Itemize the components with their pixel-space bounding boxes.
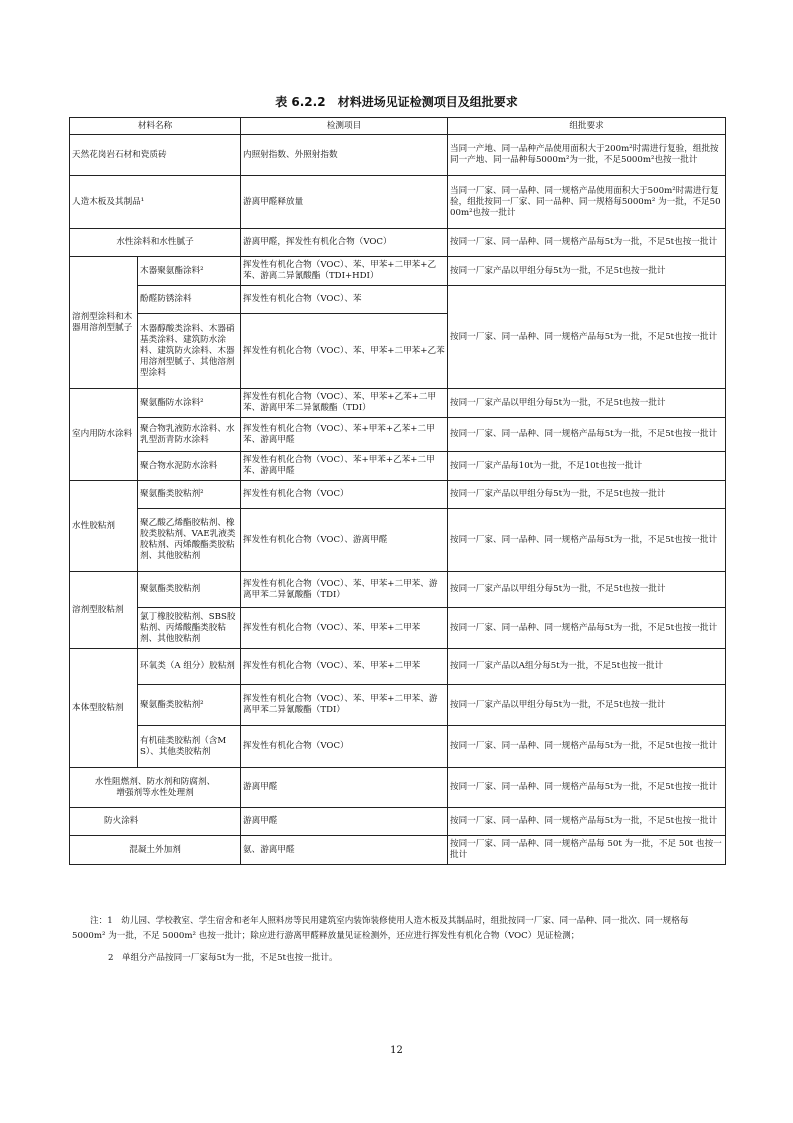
material-group: 室内用防水涂料 [70,389,138,481]
table-row [70,726,726,768]
batch-requirement: 按同一厂家产品以甲组分每5t为一批，不足5t也按一批计 [448,389,726,418]
material-group: 溶剂型涂料和木器用溶剂型腻子 [70,257,138,389]
page-number: 12 [390,1045,403,1056]
material-name: 水性阻燃剂、防水剂和防腐剂、增强剂等水性处理剂 [70,768,241,808]
test-items: 挥发性有机化合物（VOC）、苯+甲苯+乙苯+二甲苯、游离甲醛 [241,452,448,481]
batch-requirement: 当同一产地、同一品种产品使用面积大于200m²时需进行复验，组批按同一产地、同一品种每5000m²为一批，不足5000m²也按一批计 [448,135,726,176]
material-name: 水性涂料和水性腻子 [70,229,241,257]
batch-requirement: 按同一厂家、同一品种、同一规格产品每5t为一批，不足5t也按一批计 [448,808,726,836]
test-items: 挥发性有机化合物（VOC） [241,481,448,509]
header-test-items: 检测项目 [241,118,448,135]
table-number: 表 6.2.2 [275,95,326,109]
material-group: 本体型胶粘剂 [70,649,138,768]
materials-table [69,117,726,865]
batch-requirement: 当同一厂家、同一品种、同一规格产品使用面积大于500m²时需进行复验，组批按同一厂家、同一品种、同一规格每5000m² 为一批，不足5000m²也按一批计 [448,176,726,229]
test-items: 挥发性有机化合物（VOC） [241,726,448,768]
material-name: 木器聚氨酯涂料² [138,257,241,286]
batch-requirement: 按同一厂家、同一品种、同一规格产品每5t为一批，不足5t也按一批计 [448,608,726,649]
material-name: 有机硅类胶粘剂（含MS）、其他类胶粘剂 [138,726,241,768]
table-row [70,176,726,229]
batch-requirement: 按同一厂家、同一品种、同一规格产品每5t为一批，不足5t也按一批计 [448,418,726,452]
test-items: 挥发性有机化合物（VOC）、苯、甲苯+二甲苯 [241,649,448,685]
test-items: 氨、游离甲醛 [241,836,448,865]
footnote-2: 2 单组分产品按同一厂家每5t为一批，不足5t也按一批计。 [108,953,338,963]
table-row [70,418,726,452]
material-name: 聚氨酯类胶粘剂² [138,481,241,509]
table-row [70,649,726,685]
material-name: 防火涂料 [70,808,241,836]
material-name: 木器醇酸类涂料、木器硝基类涂料、建筑防水涂料、建筑防火涂料、木器用溶剂型腻子、其他溶剂型涂料 [138,314,241,389]
table-caption: 材料进场见证检测项目及组批要求 [337,95,518,109]
material-name: 人造木板及其制品¹ [70,176,241,229]
table-row [70,685,726,726]
material-name: 聚氨酯防水涂料² [138,389,241,418]
table-row [70,389,726,418]
test-items: 挥发性有机化合物（VOC）、苯 [241,286,448,314]
material-name: 混凝土外加剂 [70,836,241,865]
header-batch-requirements: 组批要求 [448,118,726,135]
test-items: 游离甲醛 [241,768,448,808]
batch-requirement: 按同一厂家产品以甲组分每5t为一批，不足5t也按一批计 [448,481,726,509]
material-name: 聚合物乳液防水涂料、水乳型沥青防水涂料 [138,418,241,452]
test-items: 挥发性有机化合物（VOC）、苯、甲苯+二甲苯+乙苯、游离二异氰酸酯（TDI+HDI） [241,257,448,286]
table-row [70,808,726,836]
test-items: 挥发性有机化合物（VOC）、苯、甲苯+二甲苯、游离甲苯二异氰酸酯（TDI） [241,572,448,608]
batch-requirement: 按同一厂家、同一品种、同一规格产品每5t为一批，不足5t也按一批计 [448,229,726,257]
table-title [0,93,793,110]
table-row [70,286,726,314]
table-row [70,229,726,257]
batch-requirement: 按同一厂家产品以A组分每5t为一批，不足5t也按一批计 [448,649,726,685]
footnote-1: 注：1 幼儿园、学校教室、学生宿舍和老年人照料房等民用建筑室内装饰装修使用人造木板及其制品时，组批按同一厂家、同一品种、同一批次、同一规格每 5000m² 为一批，不足 5000m² 也按一批计；除应进行游离甲醛释放量见证检测外，还应进行挥发性有机化合物（VOC）见证检测； [72,916,689,941]
material-name: 环氧类（A 组分）胶粘剂 [138,649,241,685]
table-header-row [70,118,726,135]
table-row [70,836,726,865]
header-material-name: 材料名称 [70,118,241,135]
test-items: 挥发性有机化合物（VOC）、苯、甲苯+乙苯+二甲苯、游离甲苯二异氰酸酯（TDI） [241,389,448,418]
material-name: 聚氨酯类胶粘剂² [138,685,241,726]
test-items: 游离甲醛 [241,808,448,836]
material-group: 溶剂型胶粘剂 [70,572,138,649]
batch-requirement: 按同一厂家产品以甲组分每5t为一批，不足5t也按一批计 [448,572,726,608]
batch-requirement: 按同一厂家、同一品种、同一规格产品每5t为一批，不足5t也按一批计 [448,768,726,808]
batch-requirement: 按同一厂家、同一品种、同一规格产品每 50t 为一批，不足 50t 也按一批计 [448,836,726,865]
batch-requirement: 按同一厂家产品以甲组分每5t为一批，不足5t也按一批计 [448,685,726,726]
table-row [70,452,726,481]
test-items: 挥发性有机化合物（VOC）、游离甲醛 [241,509,448,572]
test-items: 挥发性有机化合物（VOC）、苯、甲苯+二甲苯+乙苯 [241,314,448,389]
test-items: 挥发性有机化合物（VOC）、苯、甲苯+二甲苯、游离甲苯二异氰酸酯（TDI） [241,685,448,726]
material-name: 聚合物水泥防水涂料 [138,452,241,481]
table-row [70,509,726,572]
table-row [70,135,726,176]
batch-requirement: 按同一厂家产品每10t为一批，不足10t也按一批计 [448,452,726,481]
batch-requirement: 按同一厂家、同一品种、同一规格产品每5t为一批，不足5t也按一批计 [448,286,726,389]
material-name: 聚乙酸乙烯酯胶粘剂、橡胶类胶粘剂、VAE乳液类胶粘剂、丙烯酸酯类胶粘剂、其他胶粘剂 [138,509,241,572]
test-items: 游离甲醛，挥发性有机化合物（VOC） [241,229,448,257]
material-name: 酚醛防锈涂料 [138,286,241,314]
test-items: 游离甲醛释放量 [241,176,448,229]
batch-requirement: 按同一厂家产品以甲组分每5t为一批，不足5t也按一批计 [448,257,726,286]
table-row [70,572,726,608]
test-items: 挥发性有机化合物（VOC）、苯+甲苯+乙苯+二甲苯、游离甲醛 [241,418,448,452]
material-name: 天然花岗岩石材和瓷质砖 [70,135,241,176]
batch-requirement: 按同一厂家、同一品种、同一规格产品每5t为一批，不足5t也按一批计 [448,509,726,572]
material-name: 聚氨酯类胶粘剂 [138,572,241,608]
material-group: 水性胶粘剂 [70,481,138,572]
table-row [70,257,726,286]
table-row [70,768,726,808]
test-items: 挥发性有机化合物（VOC）、苯、甲苯+二甲苯 [241,608,448,649]
batch-requirement: 按同一厂家、同一品种、同一规格产品每5t为一批，不足5t也按一批计 [448,726,726,768]
table-row [70,608,726,649]
test-items: 内照射指数、外照射指数 [241,135,448,176]
material-name: 氯丁橡胶胶粘剂、SBS胶粘剂、丙烯酸酯类胶粘剂、其他胶粘剂 [138,608,241,649]
table-row [70,481,726,509]
